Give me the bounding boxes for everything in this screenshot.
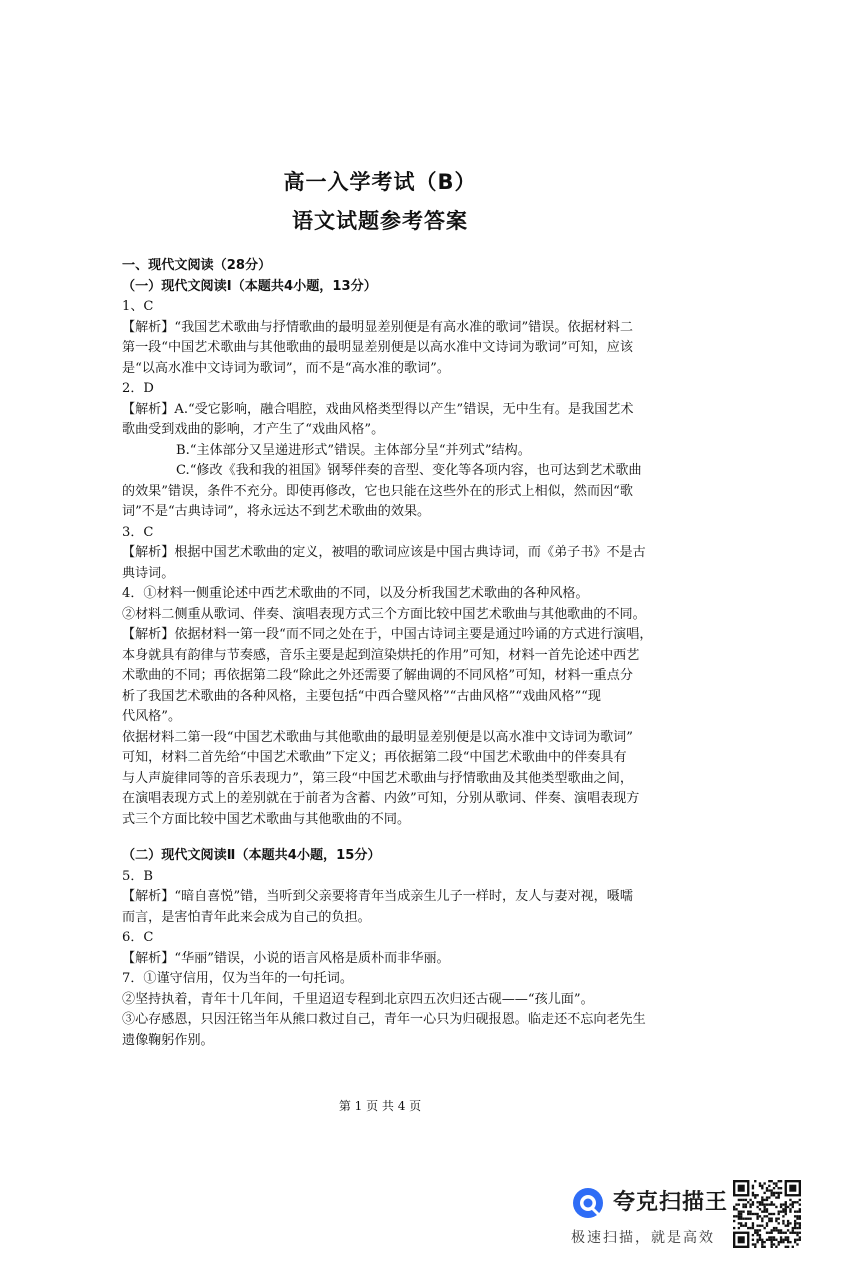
qr-code-icon <box>733 1180 801 1248</box>
text-line: （二）现代文阅读Ⅱ（本题共4小题，15分） <box>122 848 381 863</box>
text-line: 依据材料二第一段“中国艺术歌曲与其他歌曲的最明显差别便是以高水准中文诗词为歌词” <box>122 729 633 745</box>
text-line: 3．C <box>122 524 154 540</box>
quark-logo-icon <box>571 1186 605 1220</box>
text-line: 【解析】“暗自喜悦”错，当听到父亲要将青年当成亲生儿子一样时，友人与妻对视，嗫嚅 <box>122 889 633 904</box>
text-line: 2．D <box>122 381 154 396</box>
text-line: 【解析】“我国艺术歌曲与抒情歌曲的最明显差别便是有高水准的歌词”错误。依据材料二 <box>122 319 633 335</box>
brand-name: 夸克扫描王 <box>613 1190 729 1215</box>
text-line: ②材料二侧重从歌词、伴奏、演唱表现方式三个方面比较中国艺术歌曲与其他歌曲的不同。 <box>122 606 646 622</box>
text-line: ②坚持执着，青年十几年间，千里迢迢专程到北京四五次归还古砚——“孩儿面”。 <box>122 991 594 1007</box>
text-line: 可知，材料二首先给“中国艺术歌曲”下定义；再依据第二段“中国艺术歌曲中的伴奏具有 <box>122 750 627 765</box>
brand-slogan: 极速扫描，就是高效 <box>571 1230 715 1246</box>
text-line: 本身就具有韵律与节奏感，音乐主要是起到渲染烘托的作用”可知，材料一首先论述中西艺 <box>122 647 640 663</box>
text-line: ③心存感恩，只因汪铭当年从熊口救过自己，青年一心只为归砚报恩。临走还不忘向老先生 <box>122 1012 646 1027</box>
text-line: 5．B <box>122 868 154 884</box>
page-title: 高一入学考试（B） <box>283 170 477 194</box>
text-line: 术歌曲的不同；再依据第二段“除此之外还需要了解曲调的不同风格”可知，材料一重点分 <box>122 668 633 683</box>
text-line: 词”不是“古典诗词”，将永远达不到艺术歌曲的效果。 <box>122 504 431 519</box>
text-line: 与人声旋律同等的音乐表现力”，第三段“中国艺术歌曲与抒情歌曲及其他类型歌曲之间， <box>122 770 633 786</box>
text-line: C.“修改《我和我的祖国》钢琴伴奏的音型、变化等各项内容，也可达到艺术歌曲 <box>176 463 642 478</box>
text-line: 【解析】A.“受它影响，融合唱腔，戏曲风格类型得以产生”错误，无中生有。是我国艺术 <box>122 401 634 417</box>
text-line: 歌曲受到戏曲的影响，才产生了“戏曲风格”。 <box>122 422 385 437</box>
text-line: 在演唱表现方式上的差别就在于前者为含蓄、内敛”可知，分别从歌词、伴奏、演唱表现方 <box>122 791 640 806</box>
text-line: 遗像鞠躬作别。 <box>122 1032 214 1048</box>
text-line: 析了我国艺术歌曲的各种风格，主要包括“中西合璧风格”“古曲风格”“戏曲风格”“现 <box>122 688 601 704</box>
page-subtitle: 语文试题参考答案 <box>292 209 468 233</box>
text-line: （一）现代文阅读Ⅰ（本题共4小题，13分） <box>122 278 377 294</box>
text-line: 6．C <box>122 930 154 945</box>
text-line: 【解析】“华丽”错误，小说的语言风格是质朴而非华丽。 <box>122 950 450 966</box>
text-line: 一、现代文阅读（28分） <box>122 258 272 273</box>
text-line: 第一段“中国艺术歌曲与其他歌曲的最明显差别便是以高水准中文诗词为歌词”可知，应该 <box>122 340 633 355</box>
text-line: 【解析】根据中国艺术歌曲的定义，被唱的歌词应该是中国古典诗词，而《弟子书》不是古 <box>122 545 646 560</box>
text-line: 式三个方面比较中国艺术歌曲与其他歌曲的不同。 <box>122 811 411 827</box>
text-line: 代风格”。 <box>122 709 182 724</box>
text-line: 【解析】依据材料一第一段“而不同之处在于，中国古诗词主要是通过吟诵的方式进行演唱， <box>122 627 653 642</box>
page-footer: 第 1 页 共 4 页 <box>338 1099 422 1113</box>
text-line: 而言，是害怕青年此来会成为自己的负担。 <box>122 909 371 925</box>
text-line: 是“以高水准中文诗词为歌词”，而不是“高水准的歌词”。 <box>122 360 450 376</box>
scanner-watermark <box>571 1183 861 1253</box>
text-line: 4．①材料一侧重论述中西艺术歌曲的不同，以及分析我国艺术歌曲的各种风格。 <box>122 586 589 601</box>
text-line: 7．①谨守信用，仅为当年的一句托词。 <box>122 971 353 986</box>
answer-body <box>122 256 654 1051</box>
text-line: 的效果”错误，条件不充分。即使再修改，它也只能在这些外在的形式上相似，然而因“歌 <box>122 483 633 499</box>
text-line: 1、C <box>122 299 154 314</box>
text-line: 典诗词。 <box>122 565 175 581</box>
text-line: B.“主体部分又呈递进形式”错误。主体部分呈“并列式”结构。 <box>176 442 531 458</box>
